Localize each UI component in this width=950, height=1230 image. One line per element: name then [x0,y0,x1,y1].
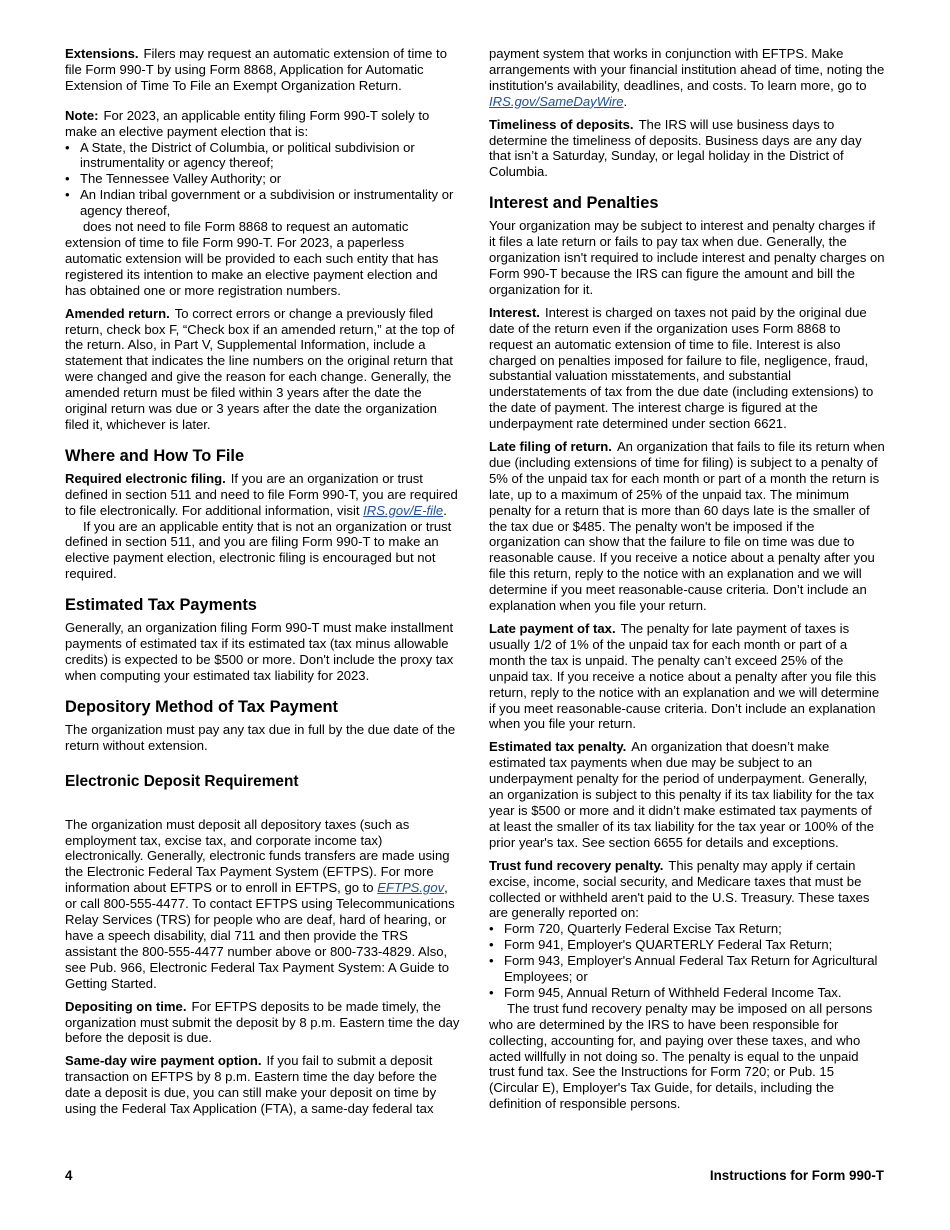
extensions-text: Filers may request an automatic extension of time to file Form 990-T by using Form 8868, Application for Automatic Extension of Time To File an Exempt Organization Return. [65,46,447,93]
list-item: • A State, the District of Columbia, or political subdivision or instrumentality or agency thereof; [65,139,415,171]
bullet-icon: • [489,921,494,937]
list-item: • Form 945, Annual Return of Withheld Federal Income Tax. [489,984,842,1000]
right-column [489,46,885,1119]
extensions-paragraph [65,46,460,94]
timeliness-lead: Timeliness of deposits. [489,116,634,132]
sameday-paragraph: Same-day wire payment option. If you fail to submit a deposit transaction on EFTPS by 8 p.m. Eastern time the day before the date a deposit is due, you can still make your deposit on time by using the Federal Tax Application (FTA), a same-day federal tax [65,1053,437,1117]
interest-intro-paragraph: Your organization may be subject to interest and penalty charges if it files a late return or fails to pay tax when due. Generally, the organization isn't required to include interest and penalty charges on Form 990-T because the IRS can figure the amount and bill the organization for it. [489,218,885,297]
electronic-heading: Electronic Deposit Requirement [65,772,299,790]
where-heading: Where and How To File [65,446,245,465]
trust-fund-after-paragraph: The trust fund recovery penalty may be imposed on all persons who are determined by the IRS to have been responsible for collecting, accounting for, and paying over these taxes, and who acted willfully in not doing so. The penalty is equal to the unpaid trust fund tax. See the Instructions for Form 720; or Pub. 15 (Circular E), Employer's Tax Guide, for details, including the definition of responsible persons. [489,1000,873,1112]
amended-lead: Amended return. [65,305,170,321]
amended-paragraph [65,306,460,433]
list-item: • Form 941, Employer's QUARTERLY Federal Tax Return; [489,937,833,953]
interest-heading: Interest and Penalties [489,194,659,213]
note-after-paragraph: does not need to file Form 8868 to request an automatic extension of time to file Form 990-T. For 2023, a paperless automatic extension will be provided to each such entity that has registered its intention to make an elective payment election and has obtained one or more registration numbers. [65,219,439,298]
depository-heading: Depository Method of Tax Payment [65,697,338,716]
note-paragraph [65,108,460,140]
bullet-icon: • [65,139,70,155]
late-payment-lead: Late payment of tax. [489,621,616,636]
estimated-penalty-lead: Estimated tax penalty. [489,739,627,755]
bullet-icon: • [489,937,494,953]
list-item: • The Tennessee Valley Authority; or [65,171,282,187]
list-item: • Form 943, Employer's Annual Federal Tax Return for Agricultural Employees; or [489,953,878,985]
bullet-icon: • [65,171,70,187]
interest-paragraph: Interest. Interest is charged on taxes not paid by the original due date of the return even if the organization uses Form 8868 to request an automatic extension of time to file. Interest is also charged on penalties imposed for failure to file, negligence, fraud, substantial valuation misstatements, and substantial understatements of tax from the due date (including extensions) to the date of payment. The interest charge is figured at the underpayment rate determined under section 6621. [489,304,874,432]
note-bullet-list [65,140,460,220]
required-efile-lead: Required electronic filing. [65,470,226,486]
trust-fund-bullet-list [489,921,885,1001]
interest-lead: Interest. [489,304,540,320]
late-filing-lead: Late filing of return. [489,439,612,455]
depositing-paragraph: Depositing on time. For EFTPS deposits to be made timely, the organization must submit the deposit by 8 p.m. Eastern time the day before the deposit is due. [65,998,460,1046]
late-payment-paragraph: Late payment of tax. The penalty for late payment of taxes is usually 1/2 of 1% of the unpaid tax for each month or part of a month the tax is unpaid. The penalty can’t exceed 25% of the unpaid tax. If you receive a notice about a penalty after you file this return, reply to the notice with an explanation and we will determine if you meet reasonable-cause criteria. Don’t include an explanation when you file your return. [489,621,880,732]
applicable-entity-paragraph: If you are an applicable entity that is not an organization or trust defined in section 511, and you are filing Form 990-T to make an elective payment election, electronic filing is encouraged but not required. [65,518,452,582]
left-column [65,46,460,1124]
estimated-penalty-paragraph: Estimated tax penalty. An organization that doesn’t make estimated tax payments when due may be subject to an underpayment penalty for the period of underpayment. Generally, an organization is subject to this penalty if its tax liability for the tax year is $500 or more and it didn’t make estimated tax payments of at least the smaller of its tax liability for the tax year or 100% of the prior year's tax. See section 6655 for details and exceptions. [489,739,875,850]
trust-fund-lead: Trust fund recovery penalty. [489,857,664,873]
sameday-lead: Same-day wire payment option. [65,1053,262,1069]
sameday-continued-paragraph: payment system that works in conjunction with EFTPS. Make arrangements with your financial institution ahead of time, noting the institution's availability, deadlines, and costs. To learn more, go to IRS.gov/SameDayWire. [489,46,885,109]
list-item: • Form 720, Quarterly Federal Excise Tax Return; [489,921,782,937]
eftps-link[interactable]: EFTPS.gov [377,880,445,896]
note-lead: Note: [65,107,99,123]
amended-text: To correct errors or change a previously filed return, check box F, “Check box if an amended return,” at the top of the return. Also, in Part V, Supplemental Information, include a statement that indicates the line numbers on the original return that were changed and give the reason for each change. Generally, the amended return must be filed within 3 years after the date the original return was due or 3 years after the date the organization filed it, whichever is later. [65,305,455,432]
timeliness-paragraph: Timeliness of deposits. The IRS will use business days to determine the timeliness of deposits. Business days are any day that isn’t a Saturday, Sunday, or legal holiday in the District of Columbia. [489,116,862,180]
estimated-paragraph: Generally, an organization filing Form 990-T must make installment payments of estimated tax if its estimated tax (tax minus allowable credits) is expected to be $500 or more. Don't include the proxy tax when computing your estimated tax liability for 2023. [65,620,454,683]
extensions-lead: Extensions. [65,46,139,61]
trust-fund-paragraph: Trust fund recovery penalty. This penalty may apply if certain excise, income, social security, and Medicare taxes that must be collected or withheld aren't paid to the U.S. Treasury. These taxes are generally reported on: [489,857,870,921]
efile-link[interactable]: IRS.gov/E-file [363,502,444,518]
electronic-paragraph: The organization must deposit all depository taxes (such as employment tax, excise tax, and corporate income tax) electronically. Generally, electronic funds transfers are made using the Electronic Federal Tax Payment System (EFTPS). For more information about EFTPS or to enroll in EFTPS, go to EFTPS.gov, or call 800-555-4477. To contact EFTPS using Telecommunications Relay Services (TRS) for people who are deaf, hard of hearing, or have a speech disability, dial 711 and then provide the TRS assistant the 800-555-4477 number above or 800-733-4829. Also, see Pub. 966, Electronic Federal Tax Payment System: A Guide to Getting Started. [65,816,455,991]
footer-title: Instructions for Form 990-T [709,1168,884,1183]
samedaywire-link[interactable]: IRS.gov/SameDayWire [489,93,624,109]
page-number: 4 [65,1168,73,1183]
depositing-lead: Depositing on time. [65,998,187,1014]
required-efile-paragraph: Required electronic filing. If you are an organization or trust defined in section 511 and need to file Form 990-T, you are required to file electronically. For additional information, visit IRS.gov/E-file. [65,470,458,518]
estimated-heading: Estimated Tax Payments [65,596,257,615]
note-text: For 2023, an applicable entity filing Form 990-T solely to make an elective payment election that is: [65,107,430,139]
bullet-icon: • [65,187,70,203]
bullet-icon: • [489,953,494,969]
bullet-icon: • [489,984,494,1000]
late-filing-paragraph: Late filing of return. An organization that fails to file its return when due (including extensions of time for filing) is subject to a penalty of 5% of the unpaid tax for each month or part of a month the return is late, up to a maximum of 25% of the unpaid tax. The minimum penalty for a return that is more than 60 days late is the smaller of the tax due or $485. The penalty won't be imposed if the organization can show that the failure to file on time was due to reasonable cause. If you receive a notice about a penalty after you file this return, reply to the notice with an explanation and we will determine if you meet reasonable-cause criteria. Don’t include an explanation when you file your return. [489,439,885,614]
depository-paragraph: The organization must pay any tax due in full by the due date of the return without extension. [65,721,456,753]
list-item: • An Indian tribal government or a subdivision or instrumentality or agency thereof, [65,187,454,219]
